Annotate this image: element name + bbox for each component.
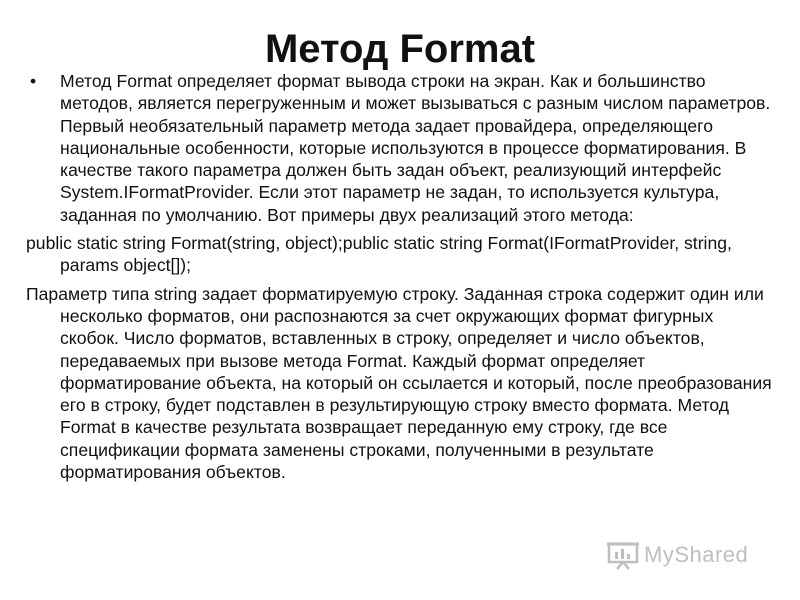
code-paragraph: public static string Format(string, object);public static string Format(IFormatProvider, string, params object[]); xyxy=(26,233,732,276)
presentation-board-icon xyxy=(606,540,640,570)
description-paragraph: Параметр типа string задает форматируемую строку. Заданная строка содержит один или несколько форматов, они распознаются за счет окружающих формат фигурных скобок. Число форматов, вставленных в строку, определяет и число объектов, передаваемых при вызове метода Format. Каждый формат определяет форматирование объекта, на который он ссылается и который, после преобразования его в строку, будет подставлен в результирующую строку вместо формата. Метод Format в качестве результата возвращает переданную ему строку, где все спецификации формата заменены строками, полученными в результате форматирования объектов. xyxy=(26,283,772,483)
watermark-text: MyShared xyxy=(644,542,749,567)
bullet-symbol: • xyxy=(30,71,37,91)
bullet-paragraph xyxy=(26,70,776,226)
slide-title: Метод Format xyxy=(264,27,536,71)
slide-body xyxy=(26,70,776,489)
watermark-logo xyxy=(606,540,748,570)
bullet-text: Метод Format определяет формат вывода строки на экран. Как и большинство методов, является перегруженным и может вызываться с разным числом параметров. Первый необязательный параметр метода задает провайдера, определяющего национальные особенности, которые используются в процессе форматирования. В качестве такого параметра должен быть задан объект, реализующий интерфейс System.IFormatProvider. Если этот параметр не задан, то используется культура, заданная по умолчанию. Вот примеры двух реализаций этого метода: xyxy=(60,71,771,225)
